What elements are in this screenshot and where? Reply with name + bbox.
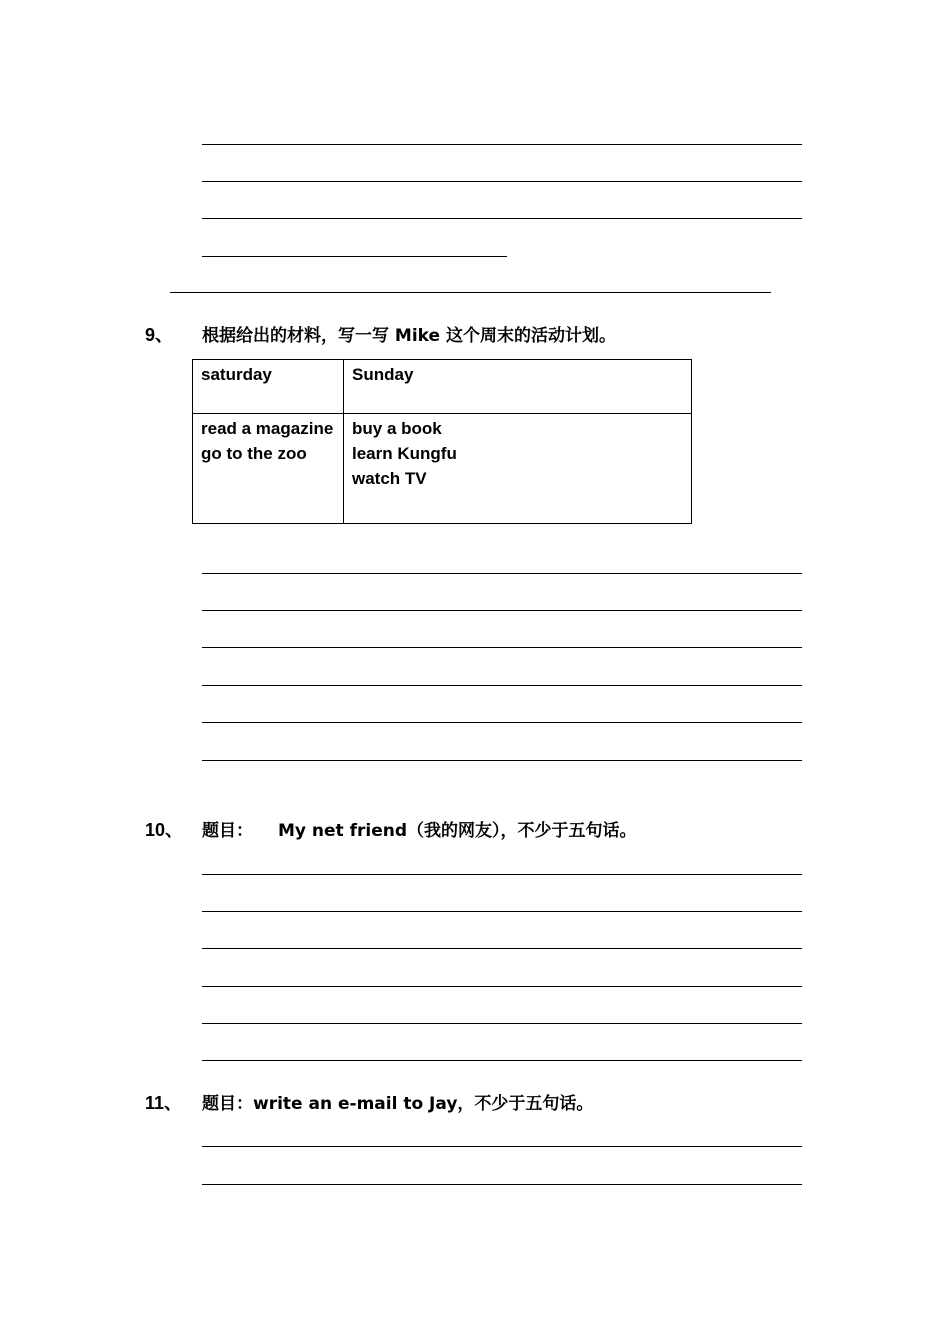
question-10-prompt: My net friend（我的网友），不少于五句话。 xyxy=(278,821,637,841)
answer-line[interactable] xyxy=(202,144,802,145)
answer-line[interactable] xyxy=(202,685,802,686)
weekend-plan-table xyxy=(192,359,692,524)
answer-line[interactable] xyxy=(202,610,802,611)
header-saturday: saturday xyxy=(193,360,344,414)
answer-line[interactable] xyxy=(202,948,802,949)
sunday-item: buy a book xyxy=(352,419,442,438)
answer-line[interactable] xyxy=(202,1146,802,1147)
answer-line[interactable] xyxy=(202,911,802,912)
question-11-number: 11、 xyxy=(145,1093,183,1113)
sunday-item: watch TV xyxy=(352,469,427,488)
table-header-row xyxy=(193,360,692,414)
sunday-item: learn Kungfu xyxy=(352,444,457,463)
answer-line[interactable] xyxy=(202,722,802,723)
saturday-activities xyxy=(193,414,344,524)
question-11-prompt: 题目：write an e-mail to Jay，不少于五句话。 xyxy=(202,1094,594,1114)
answer-line[interactable] xyxy=(202,1060,802,1061)
question-9-prompt: 根据给出的材料，写一写 Mike 这个周末的活动计划。 xyxy=(202,326,616,346)
answer-line[interactable] xyxy=(202,573,802,574)
table-row xyxy=(193,414,692,524)
question-10-number: 10、 xyxy=(145,820,184,840)
answer-line[interactable] xyxy=(202,1184,802,1185)
question-9-number: 9、 xyxy=(145,325,174,345)
saturday-item: read a magazine xyxy=(201,419,334,438)
answer-line[interactable] xyxy=(202,218,802,219)
header-sunday: Sunday xyxy=(344,360,692,414)
section-divider xyxy=(170,292,771,293)
question-10-label: 题目： xyxy=(202,821,253,841)
sunday-activities xyxy=(344,414,692,524)
saturday-item: go to the zoo xyxy=(201,444,307,463)
answer-line[interactable] xyxy=(202,986,802,987)
answer-line[interactable] xyxy=(202,760,802,761)
answer-line[interactable] xyxy=(202,1023,802,1024)
answer-line[interactable] xyxy=(202,181,802,182)
answer-line[interactable] xyxy=(202,647,802,648)
answer-line[interactable] xyxy=(202,874,802,875)
answer-line[interactable] xyxy=(202,256,507,257)
